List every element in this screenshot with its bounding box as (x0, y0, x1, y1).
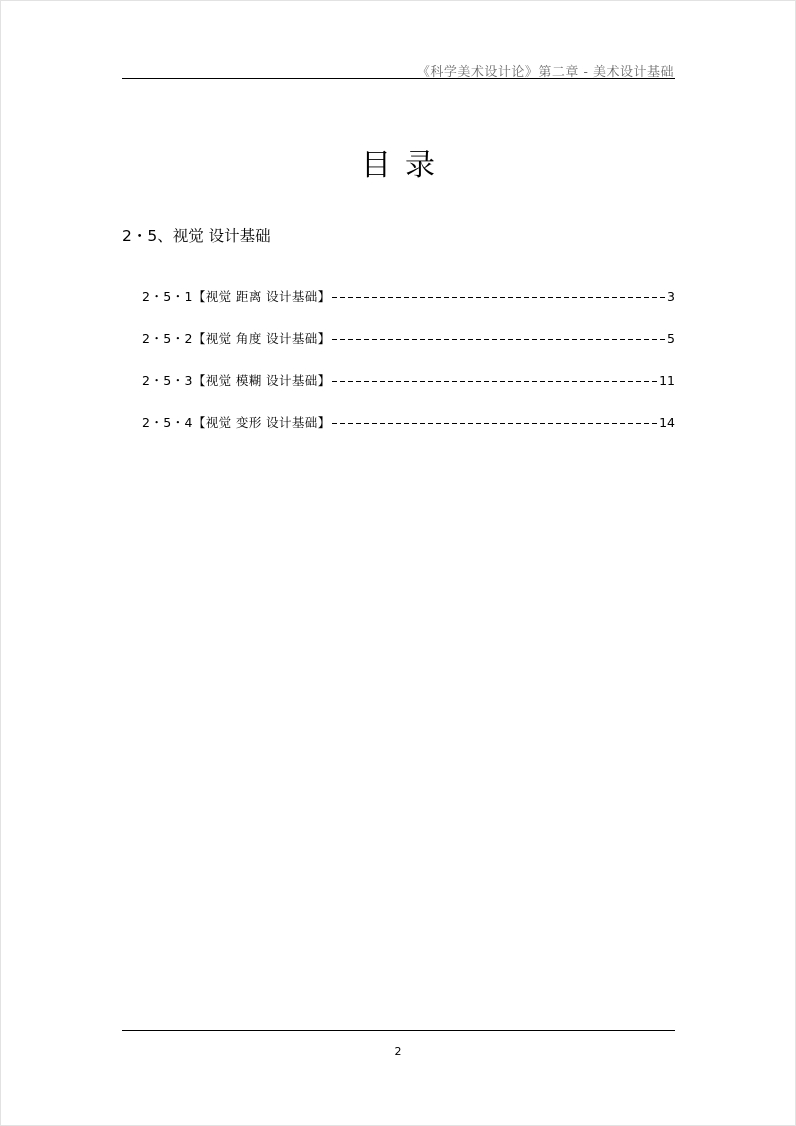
toc-list (142, 287, 675, 455)
toc-entry[interactable] (142, 413, 675, 455)
toc-entry-label: 2・5・3【视觉 模糊 设计基础】 (142, 373, 331, 388)
toc-entry-label: 2・5・2【视觉 角度 设计基础】 (142, 331, 331, 346)
toc-dot-leader (332, 291, 666, 304)
section-heading: 2・5、视觉 设计基础 (122, 227, 271, 245)
toc-entry-page: 5 (667, 331, 675, 346)
toc-entry[interactable] (142, 371, 675, 413)
toc-dot-leader (332, 417, 658, 430)
toc-entry-page: 3 (667, 289, 675, 304)
toc-dot-leader (332, 375, 658, 388)
toc-entry-label: 2・5・4【视觉 变形 设计基础】 (142, 415, 331, 430)
toc-entry-page: 11 (659, 373, 675, 388)
running-header: 《科学美术设计论》第二章 - 美术设计基础 (416, 65, 674, 80)
page-number: 2 (394, 1045, 402, 1058)
toc-entry[interactable] (142, 329, 675, 371)
toc-title: 目录 (361, 148, 449, 183)
footer-divider (122, 1030, 675, 1031)
toc-entry-page: 14 (659, 415, 675, 430)
toc-entry-label: 2・5・1【视觉 距离 设计基础】 (142, 289, 331, 304)
toc-dot-leader (332, 333, 666, 346)
toc-entry[interactable] (142, 287, 675, 329)
header-divider (122, 78, 675, 79)
